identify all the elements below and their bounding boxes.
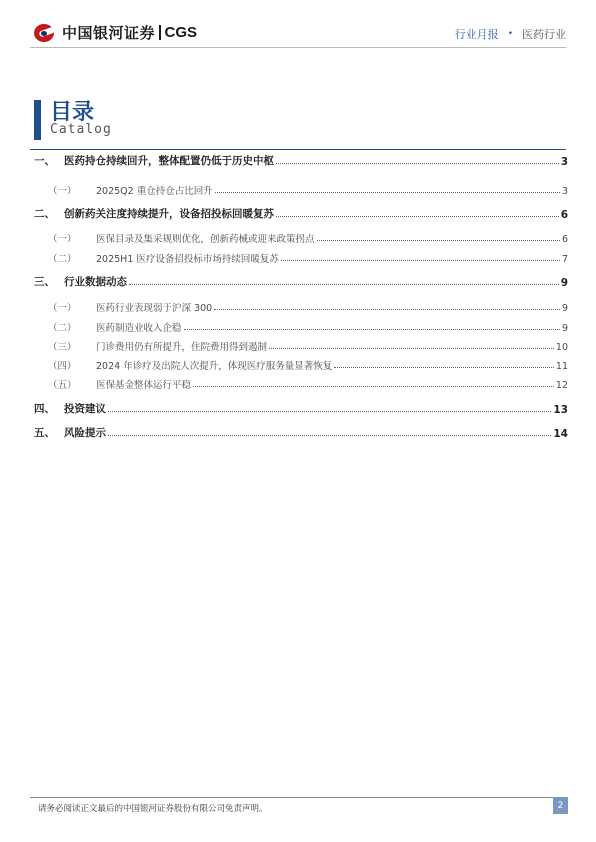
toc-dot-leader	[108, 434, 551, 436]
toc-dot-leader	[108, 410, 551, 412]
toc-entry-label: 行业数据动态	[64, 276, 127, 288]
toc-dot-leader	[129, 283, 559, 285]
toc-entry-number: （一）	[48, 186, 77, 197]
toc-entry-page: 12	[555, 380, 568, 391]
toc-subtitle: Catalog	[50, 122, 112, 137]
industry-name: 医药行业	[522, 28, 566, 41]
toc-entry-label: 医保基金整体运行平稳	[96, 380, 192, 391]
toc-section-entry[interactable]	[30, 400, 568, 416]
toc-entry-page: 13	[553, 404, 568, 416]
toc-entry-label: 门诊费用仍有所提升，住院费用得到遏制	[96, 342, 268, 353]
toc-entry-page: 3	[561, 186, 568, 197]
header-category	[455, 26, 566, 42]
page-header	[0, 0, 596, 48]
toc-entry-page: 14	[553, 428, 568, 440]
toc-entry-label: 2025H1 医疗设备招投标市场持续回暖复苏	[96, 254, 279, 265]
toc-subsection-entry[interactable]	[30, 375, 568, 391]
toc-section-entry[interactable]	[30, 152, 568, 168]
toc-entry-number: 四、	[34, 403, 55, 415]
toc-entry-page: 7	[561, 254, 568, 265]
toc-title: 目录	[50, 100, 95, 125]
toc-entry-label: 2025Q2 重仓持仓占比回升	[96, 186, 213, 197]
toc-entry-number: （一）	[48, 234, 77, 245]
toc-entry-number: （五）	[48, 380, 77, 391]
toc-subsection-entry[interactable]	[30, 249, 568, 265]
toc-entry-label: 医保目录及集采规则优化，创新药械或迎来政策拐点	[96, 234, 315, 245]
toc-subsection-entry[interactable]	[30, 337, 568, 353]
toc-entry-number: 三、	[34, 276, 55, 288]
toc-entry-number: （二）	[48, 254, 77, 265]
toc-entry-page: 9	[561, 323, 568, 334]
toc-section-entry[interactable]	[30, 205, 568, 221]
logo-english-name: CGS	[164, 24, 198, 41]
toc-entry-page: 9	[561, 303, 568, 314]
toc-dot-leader	[276, 162, 559, 164]
toc-entry-number: （二）	[48, 323, 77, 334]
toc-section-entry[interactable]	[30, 273, 568, 289]
toc-entry-page: 10	[555, 342, 568, 353]
toc-dot-leader	[317, 239, 560, 241]
toc-entry-label: 医药行业表现弱于沪深 300	[96, 303, 213, 314]
toc-entry-number: （四）	[48, 361, 77, 372]
toc-dot-leader	[214, 308, 560, 310]
toc-subsection-entry[interactable]	[30, 298, 568, 314]
toc-subsection-entry[interactable]	[30, 356, 568, 372]
toc-accent-bar	[34, 100, 41, 140]
toc-entry-page: 11	[555, 361, 568, 372]
toc-dot-leader	[193, 385, 554, 387]
page-number: 2	[553, 797, 568, 814]
toc-divider	[30, 149, 566, 150]
toc-dot-leader	[281, 259, 560, 261]
toc-entry-page: 6	[560, 209, 568, 221]
brand-logo	[34, 22, 197, 43]
toc-entry-page: 6	[561, 234, 568, 245]
toc-dot-leader	[184, 328, 560, 330]
toc-dot-leader	[269, 347, 554, 349]
toc-entry-label: 风险提示	[64, 427, 106, 439]
toc-dot-leader	[334, 366, 554, 368]
toc-entry-label: 医药持仓持续回升，整体配置仍低于历史中枢	[64, 155, 274, 167]
bullet-separator: •	[507, 29, 513, 39]
toc-entry-number: 二、	[34, 208, 55, 220]
toc-entry-number: （三）	[48, 342, 77, 353]
toc-entry-label: 创新药关注度持续提升，设备招投标回暖复苏	[64, 208, 274, 220]
toc-dot-leader	[276, 215, 559, 217]
footer-disclaimer: 请务必阅读正文最后的中国银河证券股份有限公司免责声明。	[38, 804, 268, 814]
logo-divider	[159, 25, 161, 40]
toc-subsection-entry[interactable]	[30, 229, 568, 245]
toc-entry-number: 五、	[34, 427, 55, 439]
toc-entry-number: 一、	[34, 155, 55, 167]
logo-icon	[34, 23, 58, 43]
toc-entry-label: 投资建议	[64, 403, 106, 415]
toc-entry-page: 3	[560, 156, 568, 168]
toc-entry-page: 9	[560, 277, 568, 289]
toc-entry-label: 医药制造业收入企稳	[96, 323, 182, 334]
footer-divider	[30, 797, 566, 798]
report-type: 行业月报	[454, 28, 499, 41]
toc-dot-leader	[215, 191, 560, 193]
toc-section-entry[interactable]	[30, 424, 568, 440]
logo-chinese-name: 中国银河证券	[62, 24, 156, 42]
toc-entry-number: （一）	[48, 303, 77, 314]
toc-subsection-entry[interactable]	[30, 318, 568, 334]
toc-entry-label: 2024 年诊疗及出院人次提升，体现医疗服务量显著恢复	[96, 361, 333, 372]
header-divider	[30, 47, 566, 48]
toc-subsection-entry[interactable]	[30, 181, 568, 197]
